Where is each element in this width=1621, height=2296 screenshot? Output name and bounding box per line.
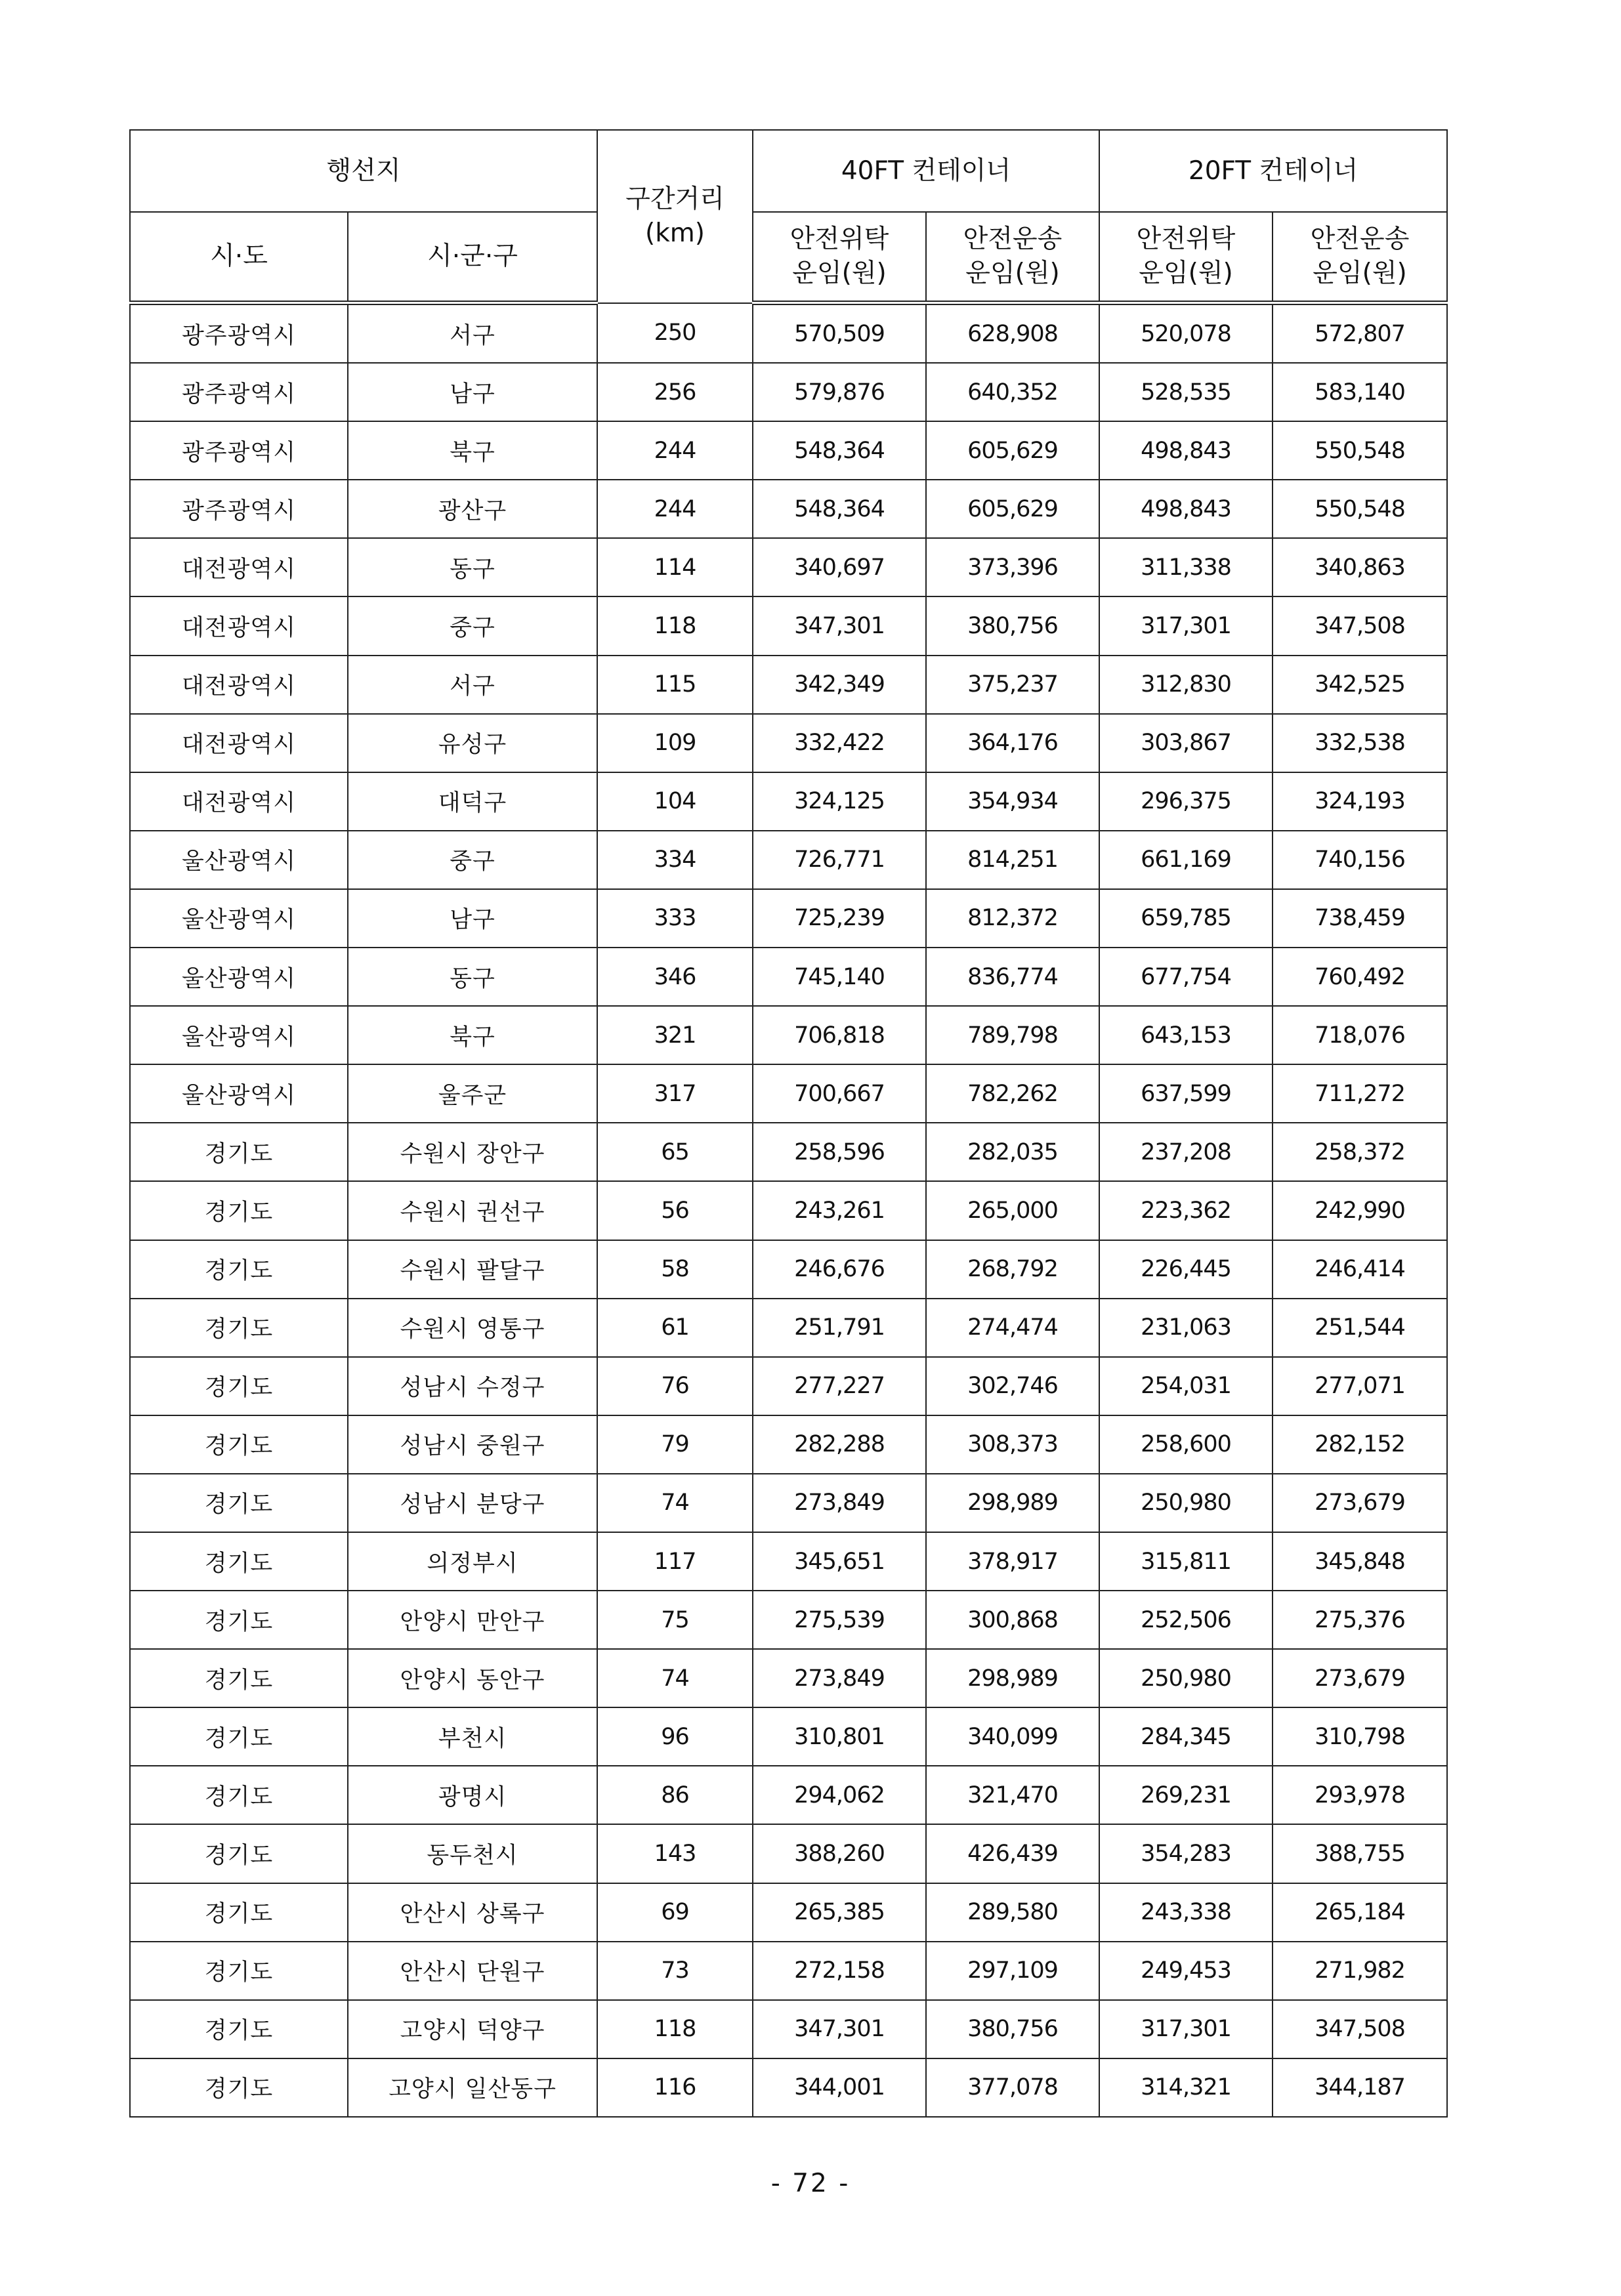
fare-40ft-entrust-cell: 548,364: [753, 421, 926, 480]
table-row: [130, 363, 1447, 421]
distance-cell: 75: [597, 1591, 753, 1649]
fare-40ft-entrust-cell: 726,771: [753, 831, 926, 889]
fare-20ft-transport-cell: 344,187: [1273, 2058, 1447, 2117]
table-row: [130, 538, 1447, 596]
fare-40ft-transport-cell: 308,373: [926, 1415, 1099, 1474]
table-row: [130, 1474, 1447, 1532]
fare-20ft-transport-cell: 550,548: [1273, 421, 1447, 480]
fare-20ft-transport-cell: 347,508: [1273, 596, 1447, 655]
fare-20ft-transport-cell: 345,848: [1273, 1532, 1447, 1591]
distance-cell: 65: [597, 1123, 753, 1181]
district-cell: 남구: [348, 889, 597, 948]
fare-40ft-transport-cell: 628,908: [926, 303, 1099, 364]
table-row: [130, 1415, 1447, 1474]
header-container-40ft: 40FT 컨테이너: [753, 130, 1099, 212]
table-row: [130, 656, 1447, 714]
header-distance-label: 구간거리: [625, 184, 725, 214]
table-row: [130, 1766, 1447, 1824]
district-cell: 안산시 단원구: [348, 1942, 597, 2000]
fare-20ft-entrust-cell: 498,843: [1099, 421, 1273, 480]
province-cell: 광주광역시: [130, 421, 348, 480]
table-row: [130, 1181, 1447, 1240]
province-cell: 울산광역시: [130, 831, 348, 889]
fare-40ft-transport-cell: 377,078: [926, 2058, 1099, 2117]
fare-table: [129, 129, 1448, 2118]
distance-cell: 73: [597, 1942, 753, 2000]
table-row: [130, 772, 1447, 831]
province-cell: 대전광역시: [130, 538, 348, 596]
distance-cell: 244: [597, 421, 753, 480]
district-cell: 울주군: [348, 1064, 597, 1123]
distance-cell: 74: [597, 1649, 753, 1707]
distance-cell: 104: [597, 772, 753, 831]
distance-cell: 317: [597, 1064, 753, 1123]
fare-40ft-entrust-cell: 277,227: [753, 1357, 926, 1415]
fare-20ft-transport-cell: 550,548: [1273, 480, 1447, 538]
fare-20ft-transport-cell: 332,538: [1273, 714, 1447, 772]
table-row: [130, 714, 1447, 772]
fare-20ft-transport-cell: 718,076: [1273, 1006, 1447, 1064]
distance-cell: 115: [597, 656, 753, 714]
province-cell: 광주광역시: [130, 303, 348, 364]
fare-20ft-entrust-cell: 312,830: [1099, 656, 1273, 714]
distance-cell: 86: [597, 1766, 753, 1824]
distance-cell: 61: [597, 1299, 753, 1357]
fare-20ft-entrust-cell: 237,208: [1099, 1123, 1273, 1181]
fare-40ft-entrust-cell: 243,261: [753, 1181, 926, 1240]
fare-20ft-transport-cell: 275,376: [1273, 1591, 1447, 1649]
province-cell: 경기도: [130, 1299, 348, 1357]
fare-20ft-entrust-cell: 317,301: [1099, 596, 1273, 655]
header-distance-unit: (km): [644, 218, 705, 248]
fare-40ft-entrust-cell: 275,539: [753, 1591, 926, 1649]
district-cell: 수원시 영통구: [348, 1299, 597, 1357]
district-cell: 광명시: [348, 1766, 597, 1824]
province-cell: 경기도: [130, 1883, 348, 1942]
fare-40ft-transport-cell: 354,934: [926, 772, 1099, 831]
fare-40ft-transport-cell: 605,629: [926, 421, 1099, 480]
fare-20ft-entrust-cell: 528,535: [1099, 363, 1273, 421]
fare-20ft-entrust-cell: 317,301: [1099, 2000, 1273, 2058]
province-cell: 경기도: [130, 1240, 348, 1299]
fare-40ft-entrust-cell: 347,301: [753, 596, 926, 655]
province-cell: 대전광역시: [130, 772, 348, 831]
province-cell: 경기도: [130, 1415, 348, 1474]
fare-40ft-entrust-cell: 700,667: [753, 1064, 926, 1123]
fare-20ft-entrust-cell: 284,345: [1099, 1707, 1273, 1766]
district-cell: 광산구: [348, 480, 597, 538]
table-row: [130, 1942, 1447, 2000]
table-row: [130, 480, 1447, 538]
province-cell: 경기도: [130, 1123, 348, 1181]
header-district: 시·군·구: [348, 212, 597, 303]
fare-20ft-transport-cell: 572,807: [1273, 303, 1447, 364]
distance-cell: 114: [597, 538, 753, 596]
header-40ft-transport-fare: [926, 212, 1099, 303]
fare-40ft-entrust-cell: 745,140: [753, 948, 926, 1006]
fare-20ft-entrust-cell: 661,169: [1099, 831, 1273, 889]
distance-cell: 346: [597, 948, 753, 1006]
province-cell: 울산광역시: [130, 1064, 348, 1123]
province-cell: 경기도: [130, 2058, 348, 2117]
header-40ft-entrust-line2: 운임(원): [792, 259, 887, 288]
province-cell: 경기도: [130, 1357, 348, 1415]
fare-20ft-entrust-cell: 258,600: [1099, 1415, 1273, 1474]
distance-cell: 321: [597, 1006, 753, 1064]
province-cell: 경기도: [130, 1824, 348, 1883]
fare-20ft-transport-cell: 251,544: [1273, 1299, 1447, 1357]
table-row: [130, 831, 1447, 889]
district-cell: 서구: [348, 303, 597, 364]
table-row: [130, 1883, 1447, 1942]
fare-40ft-entrust-cell: 246,676: [753, 1240, 926, 1299]
province-cell: 경기도: [130, 2000, 348, 2058]
fare-40ft-transport-cell: 298,989: [926, 1474, 1099, 1532]
fare-40ft-entrust-cell: 548,364: [753, 480, 926, 538]
fare-20ft-entrust-cell: 254,031: [1099, 1357, 1273, 1415]
distance-cell: 58: [597, 1240, 753, 1299]
table-row: [130, 1824, 1447, 1883]
distance-cell: 334: [597, 831, 753, 889]
fare-40ft-entrust-cell: 273,849: [753, 1649, 926, 1707]
fare-20ft-transport-cell: 760,492: [1273, 948, 1447, 1006]
header-destination: 행선지: [130, 130, 597, 212]
table-row: [130, 1357, 1447, 1415]
fare-20ft-entrust-cell: 252,506: [1099, 1591, 1273, 1649]
fare-40ft-entrust-cell: 340,697: [753, 538, 926, 596]
distance-cell: 74: [597, 1474, 753, 1532]
fare-20ft-entrust-cell: 243,338: [1099, 1883, 1273, 1942]
fare-20ft-entrust-cell: 520,078: [1099, 303, 1273, 364]
province-cell: 울산광역시: [130, 1006, 348, 1064]
header-20ft-transport-line2: 운임(원): [1313, 259, 1407, 288]
fare-40ft-entrust-cell: 251,791: [753, 1299, 926, 1357]
fare-20ft-entrust-cell: 250,980: [1099, 1474, 1273, 1532]
district-cell: 동구: [348, 538, 597, 596]
district-cell: 안양시 동안구: [348, 1649, 597, 1707]
distance-cell: 256: [597, 363, 753, 421]
fare-20ft-transport-cell: 277,071: [1273, 1357, 1447, 1415]
district-cell: 서구: [348, 656, 597, 714]
fare-40ft-transport-cell: 373,396: [926, 538, 1099, 596]
fare-40ft-transport-cell: 812,372: [926, 889, 1099, 948]
fare-40ft-entrust-cell: 570,509: [753, 303, 926, 364]
fare-40ft-transport-cell: 300,868: [926, 1591, 1099, 1649]
fare-20ft-entrust-cell: 249,453: [1099, 1942, 1273, 2000]
province-cell: 대전광역시: [130, 714, 348, 772]
fare-40ft-entrust-cell: 725,239: [753, 889, 926, 948]
fare-20ft-entrust-cell: 643,153: [1099, 1006, 1273, 1064]
district-cell: 남구: [348, 363, 597, 421]
header-40ft-transport-line1: 안전운송: [963, 224, 1063, 254]
fare-20ft-transport-cell: 246,414: [1273, 1240, 1447, 1299]
distance-cell: 333: [597, 889, 753, 948]
fare-20ft-transport-cell: 388,755: [1273, 1824, 1447, 1883]
header-20ft-transport-line1: 안전운송: [1310, 224, 1410, 254]
header-20ft-transport-fare: [1273, 212, 1447, 303]
fare-40ft-transport-cell: 782,262: [926, 1064, 1099, 1123]
fare-20ft-transport-cell: 282,152: [1273, 1415, 1447, 1474]
fare-40ft-entrust-cell: 272,158: [753, 1942, 926, 2000]
fare-40ft-entrust-cell: 332,422: [753, 714, 926, 772]
province-cell: 울산광역시: [130, 889, 348, 948]
fare-20ft-entrust-cell: 659,785: [1099, 889, 1273, 948]
district-cell: 성남시 중원구: [348, 1415, 597, 1474]
fare-20ft-entrust-cell: 223,362: [1099, 1181, 1273, 1240]
distance-cell: 109: [597, 714, 753, 772]
fare-40ft-transport-cell: 289,580: [926, 1883, 1099, 1942]
fare-40ft-transport-cell: 364,176: [926, 714, 1099, 772]
fare-40ft-transport-cell: 321,470: [926, 1766, 1099, 1824]
district-cell: 대덕구: [348, 772, 597, 831]
distance-cell: 69: [597, 1883, 753, 1942]
district-cell: 성남시 수정구: [348, 1357, 597, 1415]
table-row: [130, 1240, 1447, 1299]
distance-cell: 118: [597, 2000, 753, 2058]
fare-40ft-transport-cell: 375,237: [926, 656, 1099, 714]
district-cell: 고양시 덕양구: [348, 2000, 597, 2058]
table-row: [130, 889, 1447, 948]
header-distance: [597, 130, 753, 303]
table-row: [130, 2058, 1447, 2117]
table-row: [130, 596, 1447, 655]
province-cell: 경기도: [130, 1707, 348, 1766]
province-cell: 경기도: [130, 1532, 348, 1591]
fare-20ft-transport-cell: 324,193: [1273, 772, 1447, 831]
table-row: [130, 1299, 1447, 1357]
fare-20ft-entrust-cell: 311,338: [1099, 538, 1273, 596]
fare-20ft-transport-cell: 347,508: [1273, 2000, 1447, 2058]
fare-20ft-entrust-cell: 231,063: [1099, 1299, 1273, 1357]
header-40ft-transport-line2: 운임(원): [965, 259, 1060, 288]
fare-40ft-transport-cell: 380,756: [926, 596, 1099, 655]
province-cell: 경기도: [130, 1766, 348, 1824]
header-20ft-entrust-line2: 운임(원): [1139, 259, 1233, 288]
distance-cell: 117: [597, 1532, 753, 1591]
distance-cell: 96: [597, 1707, 753, 1766]
fare-40ft-entrust-cell: 345,651: [753, 1532, 926, 1591]
district-cell: 중구: [348, 831, 597, 889]
fare-40ft-transport-cell: 302,746: [926, 1357, 1099, 1415]
distance-cell: 250: [597, 303, 753, 364]
fare-20ft-transport-cell: 273,679: [1273, 1649, 1447, 1707]
fare-40ft-transport-cell: 340,099: [926, 1707, 1099, 1766]
province-cell: 경기도: [130, 1649, 348, 1707]
header-20ft-entrust-fare: [1099, 212, 1273, 303]
fare-40ft-entrust-cell: 265,385: [753, 1883, 926, 1942]
table-row: [130, 1707, 1447, 1766]
fare-40ft-entrust-cell: 273,849: [753, 1474, 926, 1532]
table-row: [130, 1532, 1447, 1591]
fare-20ft-transport-cell: 258,372: [1273, 1123, 1447, 1181]
table-row: [130, 1649, 1447, 1707]
fare-40ft-entrust-cell: 282,288: [753, 1415, 926, 1474]
fare-20ft-entrust-cell: 269,231: [1099, 1766, 1273, 1824]
province-cell: 경기도: [130, 1591, 348, 1649]
fare-20ft-transport-cell: 342,525: [1273, 656, 1447, 714]
fare-20ft-entrust-cell: 314,321: [1099, 2058, 1273, 2117]
province-cell: 울산광역시: [130, 948, 348, 1006]
table-body: [130, 303, 1447, 2117]
fare-20ft-entrust-cell: 637,599: [1099, 1064, 1273, 1123]
fare-40ft-transport-cell: 268,792: [926, 1240, 1099, 1299]
district-cell: 수원시 장안구: [348, 1123, 597, 1181]
fare-40ft-transport-cell: 282,035: [926, 1123, 1099, 1181]
distance-cell: 118: [597, 596, 753, 655]
fare-40ft-transport-cell: 814,251: [926, 831, 1099, 889]
fare-20ft-transport-cell: 265,184: [1273, 1883, 1447, 1942]
fare-20ft-transport-cell: 310,798: [1273, 1707, 1447, 1766]
fare-20ft-entrust-cell: 296,375: [1099, 772, 1273, 831]
distance-cell: 116: [597, 2058, 753, 2117]
fare-40ft-entrust-cell: 388,260: [753, 1824, 926, 1883]
province-cell: 대전광역시: [130, 596, 348, 655]
table-row: [130, 1591, 1447, 1649]
fare-20ft-entrust-cell: 498,843: [1099, 480, 1273, 538]
distance-cell: 143: [597, 1824, 753, 1883]
fare-40ft-transport-cell: 265,000: [926, 1181, 1099, 1240]
table-row: [130, 303, 1447, 364]
fare-40ft-transport-cell: 380,756: [926, 2000, 1099, 2058]
header-20ft-entrust-line1: 안전위탁: [1136, 224, 1236, 254]
fare-40ft-entrust-cell: 324,125: [753, 772, 926, 831]
header-40ft-entrust-fare: [753, 212, 926, 303]
fare-20ft-transport-cell: 293,978: [1273, 1766, 1447, 1824]
province-cell: 경기도: [130, 1181, 348, 1240]
distance-cell: 244: [597, 480, 753, 538]
district-cell: 안양시 만안구: [348, 1591, 597, 1649]
fare-40ft-entrust-cell: 344,001: [753, 2058, 926, 2117]
fare-20ft-transport-cell: 271,982: [1273, 1942, 1447, 2000]
district-cell: 안산시 상록구: [348, 1883, 597, 1942]
province-cell: 경기도: [130, 1942, 348, 2000]
header-container-20ft: 20FT 컨테이너: [1099, 130, 1447, 212]
fare-20ft-entrust-cell: 354,283: [1099, 1824, 1273, 1883]
fare-20ft-entrust-cell: 250,980: [1099, 1649, 1273, 1707]
fare-40ft-entrust-cell: 258,596: [753, 1123, 926, 1181]
district-cell: 수원시 권선구: [348, 1181, 597, 1240]
district-cell: 고양시 일산동구: [348, 2058, 597, 2117]
fare-20ft-transport-cell: 738,459: [1273, 889, 1447, 948]
page-number: - 72 -: [770, 2169, 851, 2198]
table-row: [130, 421, 1447, 480]
table-row: [130, 1123, 1447, 1181]
fare-40ft-entrust-cell: 294,062: [753, 1766, 926, 1824]
fare-40ft-entrust-cell: 342,349: [753, 656, 926, 714]
distance-cell: 79: [597, 1415, 753, 1474]
district-cell: 부천시: [348, 1707, 597, 1766]
fare-40ft-transport-cell: 789,798: [926, 1006, 1099, 1064]
fare-20ft-transport-cell: 711,272: [1273, 1064, 1447, 1123]
fare-40ft-entrust-cell: 310,801: [753, 1707, 926, 1766]
table-row: [130, 1064, 1447, 1123]
fare-40ft-transport-cell: 605,629: [926, 480, 1099, 538]
fare-20ft-transport-cell: 340,863: [1273, 538, 1447, 596]
header-province: 시·도: [130, 212, 348, 303]
district-cell: 동구: [348, 948, 597, 1006]
table-row: [130, 1006, 1447, 1064]
fare-20ft-transport-cell: 273,679: [1273, 1474, 1447, 1532]
district-cell: 의정부시: [348, 1532, 597, 1591]
distance-cell: 76: [597, 1357, 753, 1415]
fare-40ft-entrust-cell: 706,818: [753, 1006, 926, 1064]
fare-20ft-transport-cell: 740,156: [1273, 831, 1447, 889]
table-header: [130, 130, 1447, 303]
fare-40ft-transport-cell: 297,109: [926, 1942, 1099, 2000]
district-cell: 수원시 팔달구: [348, 1240, 597, 1299]
fare-40ft-transport-cell: 378,917: [926, 1532, 1099, 1591]
fare-20ft-entrust-cell: 315,811: [1099, 1532, 1273, 1591]
province-cell: 대전광역시: [130, 656, 348, 714]
fare-40ft-transport-cell: 274,474: [926, 1299, 1099, 1357]
table-row: [130, 2000, 1447, 2058]
table-row: [130, 948, 1447, 1006]
fare-40ft-transport-cell: 298,989: [926, 1649, 1099, 1707]
district-cell: 중구: [348, 596, 597, 655]
district-cell: 동두천시: [348, 1824, 597, 1883]
district-cell: 성남시 분당구: [348, 1474, 597, 1532]
fare-40ft-transport-cell: 836,774: [926, 948, 1099, 1006]
district-cell: 북구: [348, 1006, 597, 1064]
fare-40ft-transport-cell: 640,352: [926, 363, 1099, 421]
province-cell: 광주광역시: [130, 480, 348, 538]
province-cell: 경기도: [130, 1474, 348, 1532]
header-40ft-entrust-line1: 안전위탁: [789, 224, 889, 254]
fare-20ft-entrust-cell: 226,445: [1099, 1240, 1273, 1299]
district-cell: 유성구: [348, 714, 597, 772]
district-cell: 북구: [348, 421, 597, 480]
fare-20ft-entrust-cell: 677,754: [1099, 948, 1273, 1006]
fare-20ft-transport-cell: 583,140: [1273, 363, 1447, 421]
fare-40ft-entrust-cell: 347,301: [753, 2000, 926, 2058]
fare-40ft-entrust-cell: 579,876: [753, 363, 926, 421]
fare-40ft-transport-cell: 426,439: [926, 1824, 1099, 1883]
fare-20ft-transport-cell: 242,990: [1273, 1181, 1447, 1240]
province-cell: 광주광역시: [130, 363, 348, 421]
fare-20ft-entrust-cell: 303,867: [1099, 714, 1273, 772]
distance-cell: 56: [597, 1181, 753, 1240]
